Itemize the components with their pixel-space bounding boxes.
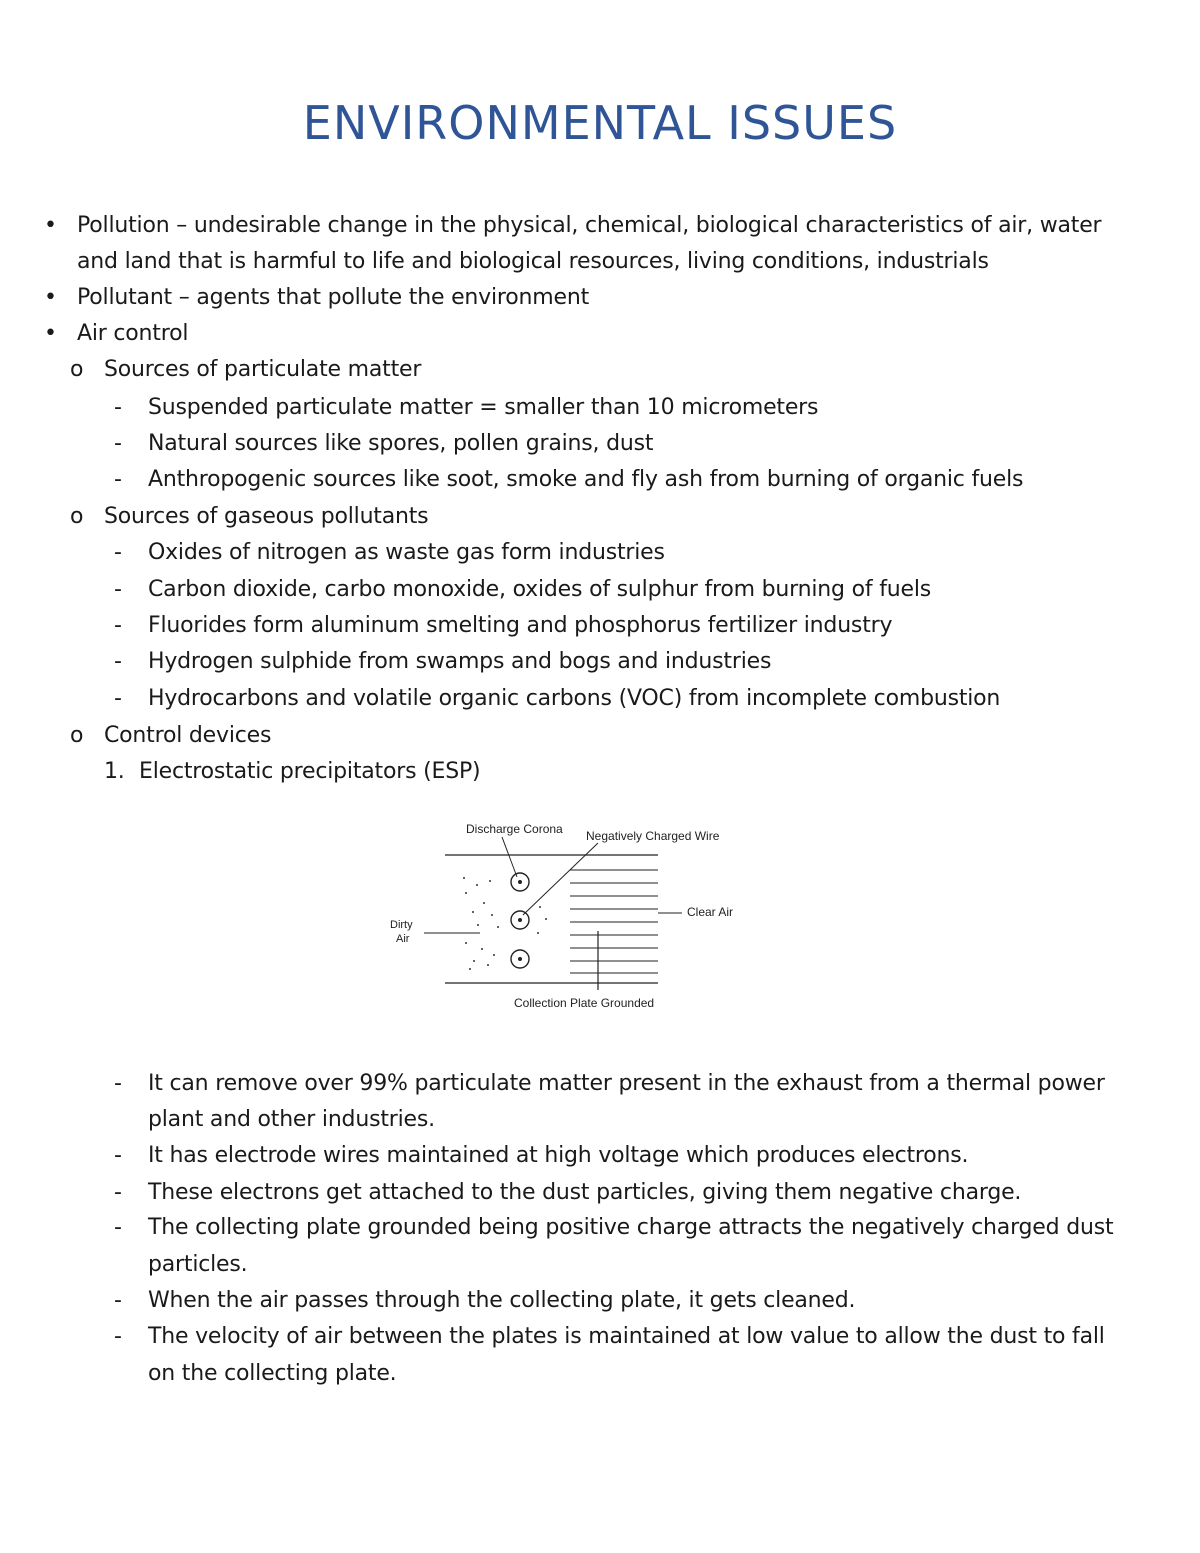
list-item: Hydrocarbons and volatile organic carbons (VOC) from incomplete combustion [148, 686, 1001, 711]
sub-bullet-marker: o [70, 504, 84, 529]
gaseous-heading: Sources of gaseous pollutants [104, 504, 429, 529]
list-item: Oxides of nitrogen as waste gas form industries [148, 540, 665, 565]
sub-bullet-marker: o [70, 723, 84, 748]
list-item: Suspended particulate matter = smaller than 10 micrometers [148, 395, 819, 420]
esp-point-cont: particles. [148, 1252, 248, 1277]
dash-marker: - [114, 395, 122, 420]
esp-diagram [380, 815, 760, 1020]
esp-point: It can remove over 99% particulate matter present in the exhaust from a thermal power [148, 1071, 1105, 1096]
page-title: ENVIRONMENTAL ISSUES [302, 96, 898, 150]
list-item: Anthropogenic sources like soot, smoke and fly ash from burning of organic fuels [148, 467, 1024, 492]
esp-point-cont: on the collecting plate. [148, 1361, 397, 1386]
dash-marker: - [114, 1324, 122, 1349]
dash-marker: - [114, 649, 122, 674]
label-negative-wire: Negatively Charged Wire [586, 829, 720, 843]
bullet-marker: • [44, 321, 57, 346]
esp-point: These electrons get attached to the dust particles, giving them negative charge. [148, 1180, 1022, 1205]
dash-marker: - [114, 577, 122, 602]
dash-marker: - [114, 686, 122, 711]
dash-marker: - [114, 1143, 122, 1168]
pollution-definition-cont: and land that is harmful to life and biological resources, living conditions, industrials [77, 249, 989, 274]
esp-point-cont: plant and other industries. [148, 1107, 435, 1132]
air-control-heading: Air control [77, 321, 189, 346]
dash-marker: - [114, 1215, 122, 1240]
dash-marker: - [114, 1180, 122, 1205]
sub-bullet-marker: o [70, 357, 84, 382]
esp-point: The collecting plate grounded being positive charge attracts the negatively charged dust [148, 1215, 1114, 1240]
label-collection-plate: Collection Plate Grounded [514, 996, 655, 1010]
dash-marker: - [114, 1071, 122, 1096]
list-item: Carbon dioxide, carbo monoxide, oxides of sulphur from burning of fuels [148, 577, 931, 602]
dash-marker: - [114, 431, 122, 456]
esp-number: 1. [104, 759, 125, 784]
charged-wire [511, 873, 529, 891]
dust-particles [463, 877, 547, 970]
list-item: Hydrogen sulphide from swamps and bogs and industries [148, 649, 772, 674]
esp-point: The velocity of air between the plates is maintained at low value to allow the dust to fall [148, 1324, 1105, 1349]
pollution-definition: Pollution – undesirable change in the physical, chemical, biological characteristics of air, water [77, 213, 1102, 238]
dash-marker: - [114, 467, 122, 492]
esp-point: When the air passes through the collecting plate, it gets cleaned. [148, 1288, 856, 1313]
particulate-heading: Sources of particulate matter [104, 357, 422, 382]
list-item: Fluorides form aluminum smelting and phosphorus fertilizer industry [148, 613, 893, 638]
dash-marker: - [114, 540, 122, 565]
dash-marker: - [114, 1288, 122, 1313]
label-clear-air: Clear Air [687, 905, 734, 919]
charged-wire [511, 950, 529, 968]
collection-plates [570, 870, 658, 973]
label-dirty: Dirty [390, 919, 413, 931]
dash-marker: - [114, 613, 122, 638]
control-devices-heading: Control devices [104, 723, 272, 748]
bullet-marker: • [44, 213, 57, 238]
label-discharge-corona: Discharge Corona [466, 822, 563, 836]
pointer-negative-wire [523, 843, 598, 915]
label-air: Air [396, 933, 410, 945]
esp-title: Electrostatic precipitators (ESP) [139, 759, 481, 784]
pollutant-definition: Pollutant – agents that pollute the environment [77, 285, 590, 310]
list-item: Natural sources like spores, pollen grains, dust [148, 431, 654, 456]
pointer-discharge-corona [502, 837, 517, 877]
charged-wire [511, 911, 529, 929]
bullet-marker: • [44, 285, 57, 310]
esp-point: It has electrode wires maintained at high voltage which produces electrons. [148, 1143, 969, 1168]
